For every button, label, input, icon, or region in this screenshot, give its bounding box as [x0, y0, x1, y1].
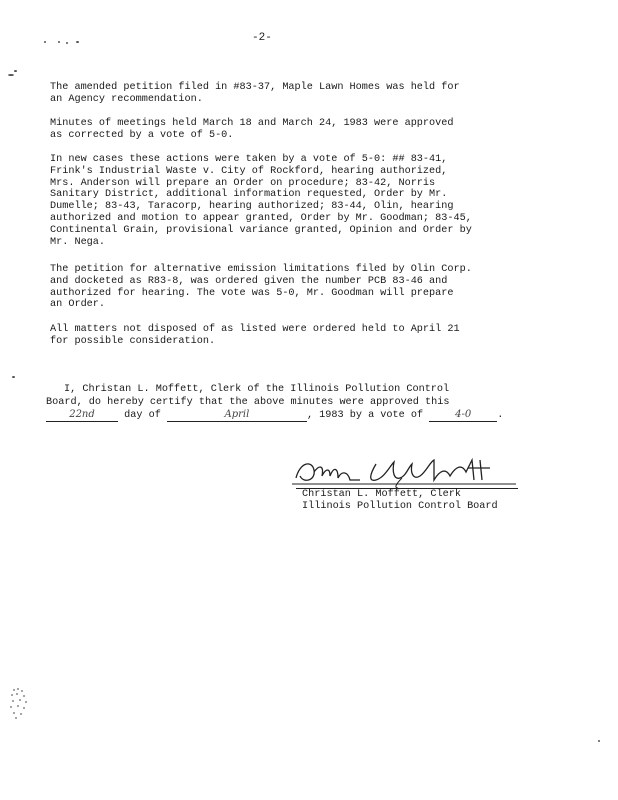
- signatory-title: Illinois Pollution Control Board: [302, 500, 498, 512]
- paragraph-minutes-approval: Minutes of meetings held March 18 and March 24, 1983 were approved as corrected by a vote of 5-0.: [50, 118, 454, 141]
- year-text: , 1983 by a vote of: [306, 410, 424, 421]
- paragraph-amended-petition: The amended petition filed in #83-37, Maple Lawn Homes was held for an Agency recommendation.: [50, 82, 460, 105]
- certification-line-3: [46, 409, 566, 422]
- scan-speck: [12, 376, 15, 378]
- scan-speck: [58, 41, 60, 43]
- votes-blank: 4-0: [429, 409, 497, 422]
- signatory-name: Christan L. Moffett, Clerk: [302, 489, 461, 500]
- day-of-label: day of: [124, 410, 161, 421]
- certification-text-1: I, Christan L. Moffett, Clerk of the Illinois Pollution Control: [64, 384, 450, 395]
- paragraph-olin-petition: The petition for alternative emission limitations filed by Olin Corp. and docketed as R83-8, was ordered given the number PCB 83-46 and authorized for hearing. The vote was 5-0, Mr. Goodman will prepare an Order.: [50, 264, 472, 311]
- scan-speck: [76, 41, 79, 43]
- scan-speck: [8, 74, 14, 76]
- scan-speck: [66, 42, 68, 44]
- certification-block: [46, 383, 566, 422]
- page-number: -2-: [252, 32, 272, 44]
- scan-speck: [44, 41, 46, 43]
- day-blank: 22nd: [46, 409, 118, 422]
- certification-line-2: Board, do hereby certify that the above minutes were approved this: [46, 397, 450, 408]
- certification-line-1: [46, 383, 566, 396]
- end-punct: .: [497, 410, 504, 421]
- paragraph-matters-held: All matters not disposed of as listed were ordered held to April 21 for possible consideration.: [50, 324, 460, 347]
- month-blank: April: [167, 409, 307, 422]
- scan-speck: [14, 70, 17, 72]
- paragraph-new-cases: In new cases these actions were taken by a vote of 5-0: ## 83-41, Frink's Industrial Waste v. City of Rockford, hearing authorized, Mrs. Anderson will prepare an Order on procedure; 83-42, Norris Sanitary District, additional information requested, Order by Mr. Dumelle; 83-43, Taracorp, hearing authorized; 83-44, Olin, hearing authorized and motion to appear granted, Order by Mr. Goodman; 83-45, Continental Grain, provisional variance granted, Opinion and Order by Mr. Nega.: [50, 154, 472, 248]
- signature-block: [290, 454, 540, 513]
- scan-stamp-mark: [8, 686, 34, 720]
- scan-speck: [598, 740, 600, 742]
- handwritten-signature: [290, 454, 520, 488]
